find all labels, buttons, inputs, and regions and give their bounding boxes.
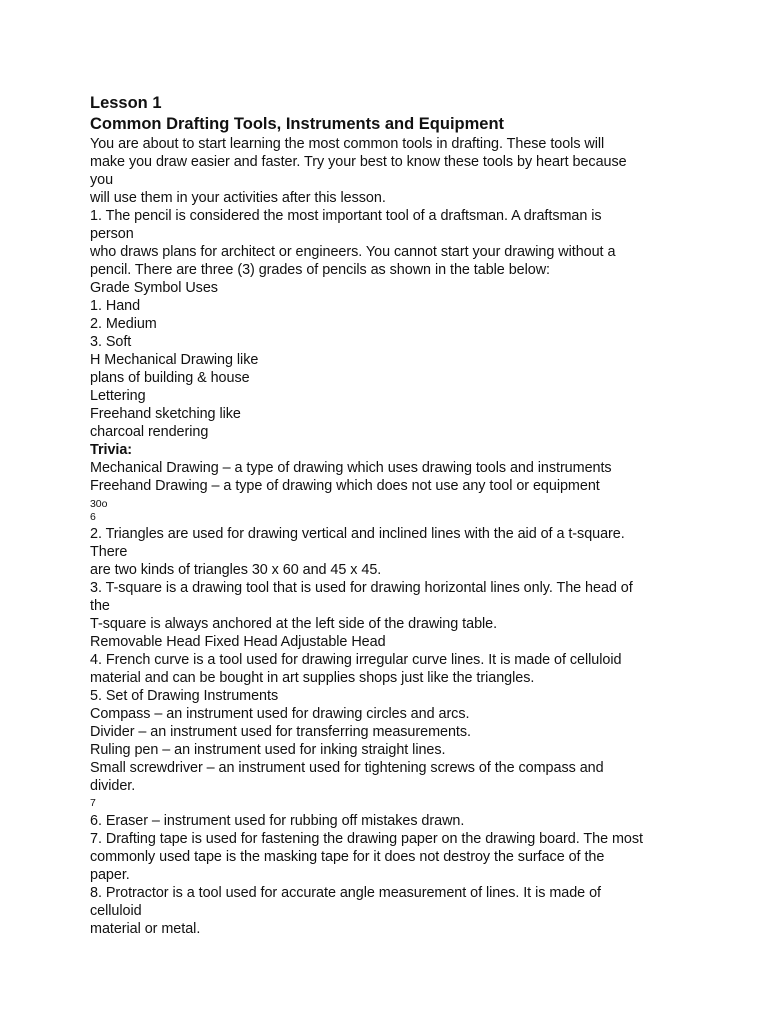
body-text-line: who draws plans for architect or engineers. You cannot start your drawing without a bbox=[90, 244, 616, 260]
body-text-line: the bbox=[90, 598, 110, 614]
body-text-line: 5. Set of Drawing Instruments bbox=[90, 688, 279, 704]
page-marker-text: 30o bbox=[90, 498, 108, 510]
body-text-line: commonly used tape is the masking tape for it does not destroy the surface of the bbox=[90, 849, 605, 865]
trivia-heading: Trivia: bbox=[90, 442, 133, 458]
body-text-line: H Mechanical Drawing like bbox=[90, 352, 259, 368]
body-text-line: 4. French curve is a tool used for drawing irregular curve lines. It is made of celluloid bbox=[90, 652, 622, 668]
body-text-line: 2. Triangles are used for drawing vertical and inclined lines with the aid of a t-square. bbox=[90, 526, 625, 542]
body-text-line: Removable Head Fixed Head Adjustable Head bbox=[90, 634, 386, 650]
body-text-line: charcoal rendering bbox=[90, 424, 209, 440]
body-text-line: person bbox=[90, 226, 134, 242]
document-body bbox=[90, 135, 690, 938]
body-text-line: paper. bbox=[90, 867, 130, 883]
body-text-line: 2. Medium bbox=[90, 316, 157, 332]
body-text-line: Ruling pen – an instrument used for inking straight lines. bbox=[90, 742, 446, 758]
lesson-title: Common Drafting Tools, Instruments and Equipment bbox=[90, 115, 505, 133]
body-text-line: make you draw easier and faster. Try your best to know these tools by heart because bbox=[90, 154, 627, 170]
body-text-line: Compass – an instrument used for drawing circles and arcs. bbox=[90, 706, 470, 722]
body-text-line: 1. Hand bbox=[90, 298, 141, 314]
body-text-line: Lettering bbox=[90, 388, 146, 404]
body-text-line: There bbox=[90, 544, 128, 560]
page-marker-text: 6 bbox=[90, 511, 96, 523]
body-text-line: 6. Eraser – instrument used for rubbing off mistakes drawn. bbox=[90, 813, 465, 829]
body-text-line: Grade Symbol Uses bbox=[90, 280, 218, 296]
body-text-line: plans of building & house bbox=[90, 370, 250, 386]
body-text-line: 8. Protractor is a tool used for accurate angle measurement of lines. It is made of bbox=[90, 885, 601, 901]
body-text-line: You are about to start learning the most common tools in drafting. These tools will bbox=[90, 136, 605, 152]
body-text-line: 7. Drafting tape is used for fastening the drawing paper on the drawing board. The most bbox=[90, 831, 643, 847]
body-text-line: material or metal. bbox=[90, 921, 201, 937]
body-text-line: you bbox=[90, 172, 114, 188]
body-text-line: Small screwdriver – an instrument used for tightening screws of the compass and bbox=[90, 760, 604, 776]
body-text-line: Divider – an instrument used for transferring measurements. bbox=[90, 724, 471, 740]
body-text-line: Mechanical Drawing – a type of drawing which uses drawing tools and instruments bbox=[90, 460, 612, 476]
body-text-line: Freehand Drawing – a type of drawing which does not use any tool or equipment bbox=[90, 478, 600, 494]
lesson-heading: Lesson 1 bbox=[90, 94, 162, 112]
body-text-line: 3. T-square is a drawing tool that is used for drawing horizontal lines only. The head of bbox=[90, 580, 633, 596]
body-text-line: will use them in your activities after this lesson. bbox=[90, 190, 386, 206]
body-text-line: 1. The pencil is considered the most important tool of a draftsman. A draftsman is bbox=[90, 208, 602, 224]
page-marker-text: 7 bbox=[90, 797, 96, 809]
body-text-line: Freehand sketching like bbox=[90, 406, 241, 422]
body-text-line: divider. bbox=[90, 778, 136, 794]
document-page bbox=[90, 93, 690, 938]
body-text-line: material and can be bought in art supplies shops just like the triangles. bbox=[90, 670, 535, 686]
body-text-line: T-square is always anchored at the left side of the drawing table. bbox=[90, 616, 498, 632]
body-text-line: pencil. There are three (3) grades of pencils as shown in the table below: bbox=[90, 262, 550, 278]
body-text-line: are two kinds of triangles 30 x 60 and 45 x 45. bbox=[90, 562, 382, 578]
body-text-line: 3. Soft bbox=[90, 334, 132, 350]
body-text-line: celluloid bbox=[90, 903, 142, 919]
